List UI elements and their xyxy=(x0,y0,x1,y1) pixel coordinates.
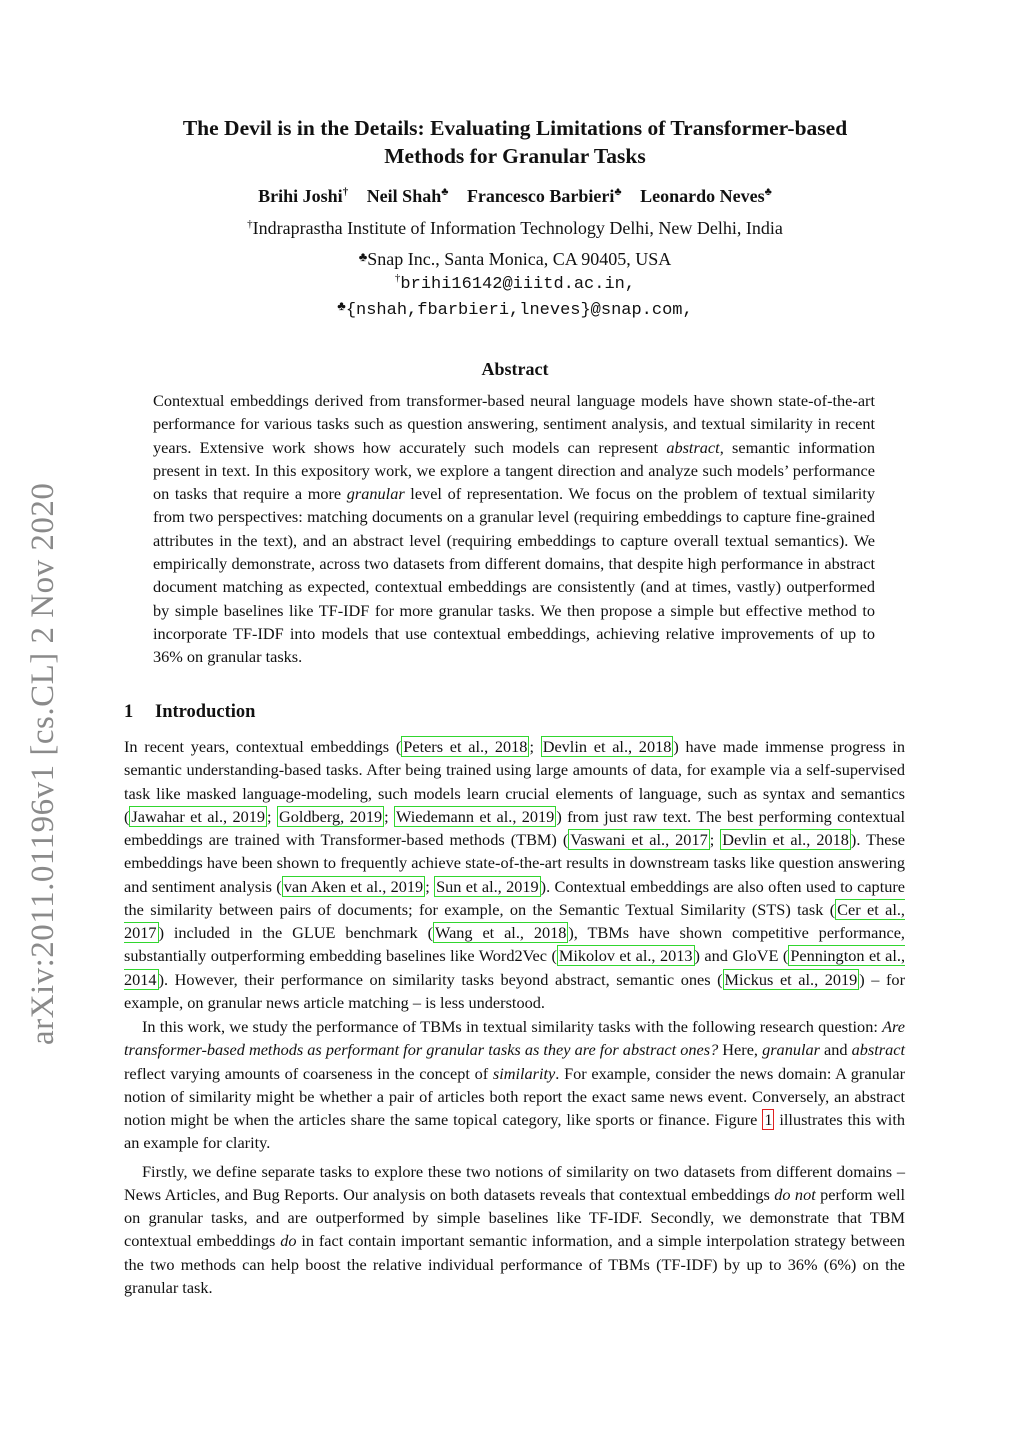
email-snap xyxy=(110,294,920,323)
citation-link[interactable]: Goldberg, 2019 xyxy=(278,806,383,826)
citation-link[interactable]: Wiedemann et al., 2019 xyxy=(396,806,555,826)
email-text: brihi16142@iiitd.ac.in, xyxy=(400,275,636,294)
section-number: 1 xyxy=(124,702,134,722)
citation-link[interactable]: Pennington et al., 2014 xyxy=(124,946,906,989)
abstract-heading: Abstract xyxy=(481,359,549,379)
author-list xyxy=(110,184,920,208)
affiliation-snap xyxy=(110,245,920,271)
citation-link[interactable]: Mikolov et al., 2013 xyxy=(558,946,693,966)
section-title: Introduction xyxy=(155,702,256,722)
citation-link[interactable]: Vaswani et al., 2017 xyxy=(570,830,708,849)
paragraph: In this work, we study the performance of TBMs in textual similarity tasks with the following research question: Are transformer-based methods as performant for granular tasks as they are for abstract ones? Here, granular and abstract reflect varying amounts of coarseness in the concept of similarity. For example, consider the news domain: A granular notion of similarity might be whether a pair of articles both report the exact same news event. Conversely, an abstract notion might be when the articles share the same topical category, like sports or finance. Figure 1 illustrates this with an example for clarity. xyxy=(124,1017,906,1153)
affiliation-text: Indraprastha Institute of Information Technology Delhi, New Delhi, India xyxy=(252,218,783,238)
author-mark: ♣ xyxy=(764,186,772,198)
affiliation-mark: ♣ xyxy=(358,249,368,264)
email-text: {nshah,fbarbieri,lneves}@snap.com, xyxy=(345,301,693,320)
citation-link[interactable]: Devlin et al., 2018 xyxy=(542,737,672,756)
paper-title xyxy=(110,114,920,170)
author-name: Brihi Joshi xyxy=(258,186,343,206)
email-iiitd xyxy=(110,270,920,297)
section-heading-introduction xyxy=(124,700,255,724)
citation-link[interactable]: Sun et al., 2019 xyxy=(436,876,539,896)
affiliation-iiitd xyxy=(110,216,920,240)
author-mark: ♣ xyxy=(441,186,449,198)
arxiv-identifier: arXiv:2011.01196v1 [cs.CL] 2 Nov 2020 xyxy=(25,482,61,1045)
paragraph: In recent years, contextual embeddings ( Peters et al., 2018 ; Devlin et al., 2018 ) have made immense progress in semantic understanding-based tasks. After being trained using large amounts of data, for example via a self-supervised task like masked language-modeling, such models learn crucial elements of language, such as syntax and semantics ( Jawahar et al., 2019 ; Goldberg, 2019 ; Wiedemann et al., 2019 ) from just raw text. The best performing contextual embeddings are trained with Transformer-based methods (TBM) ( Vaswani et al., 2017 ; Devlin et al., 2018 ). These embeddings have been shown to frequently achieve state-of-the-art results in downstream tasks like question answering and sentiment analysis ( van Aken et al., 2019 ; Sun et al., 2019 ). Contextual embeddings are also often used to capture the similarity between pairs of documents; for example, on the Semantic Textual Similarity (STS) task ( Cer et al., 2017 ) included in the GLUE benchmark ( Wang et al., 2018 ), TBMs have shown competitive performance, substantially outperforming embedding baselines like Word2Vec ( Mikolov et al., 2013 ) and GloVE ( Pennington et al., 2014 ). However, their performance on similarity tasks beyond abstract, semantic ones ( Mickus et al., 2019 ) – for example, on granular news article matching – is less understood. xyxy=(124,737,906,1012)
citation-link[interactable]: van Aken et al., 2019 xyxy=(283,876,424,896)
affiliation-mark: † xyxy=(247,218,253,230)
citation-link[interactable]: Peters et al., 2018 xyxy=(403,737,528,756)
author-name: Francesco Barbieri xyxy=(466,186,615,206)
citation-link[interactable]: Jawahar et al., 2019 xyxy=(131,806,266,826)
author-name: Leonardo Neves xyxy=(640,186,765,206)
figure-reference-link[interactable]: 1 xyxy=(764,1110,773,1129)
citation-link[interactable]: Wang et al., 2018 xyxy=(435,923,567,942)
author-mark: † xyxy=(342,186,349,198)
title-line-2: Methods for Granular Tasks xyxy=(384,144,646,168)
citation-link[interactable]: Cer et al., 2017 xyxy=(124,899,905,942)
email-mark: ♣ xyxy=(337,298,346,313)
email-mark: † xyxy=(394,272,401,284)
introduction-body xyxy=(124,735,905,1299)
author-mark: ♣ xyxy=(614,186,622,198)
author-name: Neil Shah xyxy=(366,186,442,206)
title-line-1: The Devil is in the Details: Evaluating Limitations of Transformer-based xyxy=(182,116,848,140)
affiliation-text: Snap Inc., Santa Monica, CA 90405, USA xyxy=(367,249,672,269)
abstract-body: Contextual embeddings derived from transformer-based neural language models have shown state-of-the-art performance for various tasks such as question answering, sentiment analysis, and textual similarity in recent years. Extensive work shows how accurately such models can represent abstract, semantic information present in text. In this expository work, we explore a tangent direction and analyze such models’ performance on tasks that require a more granular level of representation. We focus on the problem of textual similarity from two perspectives: matching documents on a granular level (requiring embeddings to capture fine-grained attributes in the text), and an abstract level (requiring embeddings to capture overall textual semantics). We empirically demonstrate, across two datasets from different domains, that despite high performance in abstract document matching as expected, contextual embeddings are consistently (and at times, vastly) outperformed by simple baselines like TF-IDF for more granular tasks. We then propose a simple but effective method to incorporate TF-IDF into models that use contextual embeddings, achieving relative improvements of up to 36% on granular tasks. xyxy=(153,391,875,667)
paragraph: Firstly, we define separate tasks to explore these two notions of similarity on two datasets from different domains – News Articles, and Bug Reports. Our analysis on both datasets reveals that contextual embeddings do not perform well on granular tasks, and are outperformed by simple baselines like TF-IDF. Secondly, we demonstrate that TBM contextual embeddings do in fact contain important semantic information, and a simple interpolation strategy between the two methods can help boost the relative individual performance of TBMs (TF-IDF) by up to 36% (6%) on the granular task. xyxy=(124,1161,906,1297)
citation-link[interactable]: Devlin et al., 2018 xyxy=(722,830,849,849)
citation-link[interactable]: Mickus et al., 2019 xyxy=(724,969,858,989)
